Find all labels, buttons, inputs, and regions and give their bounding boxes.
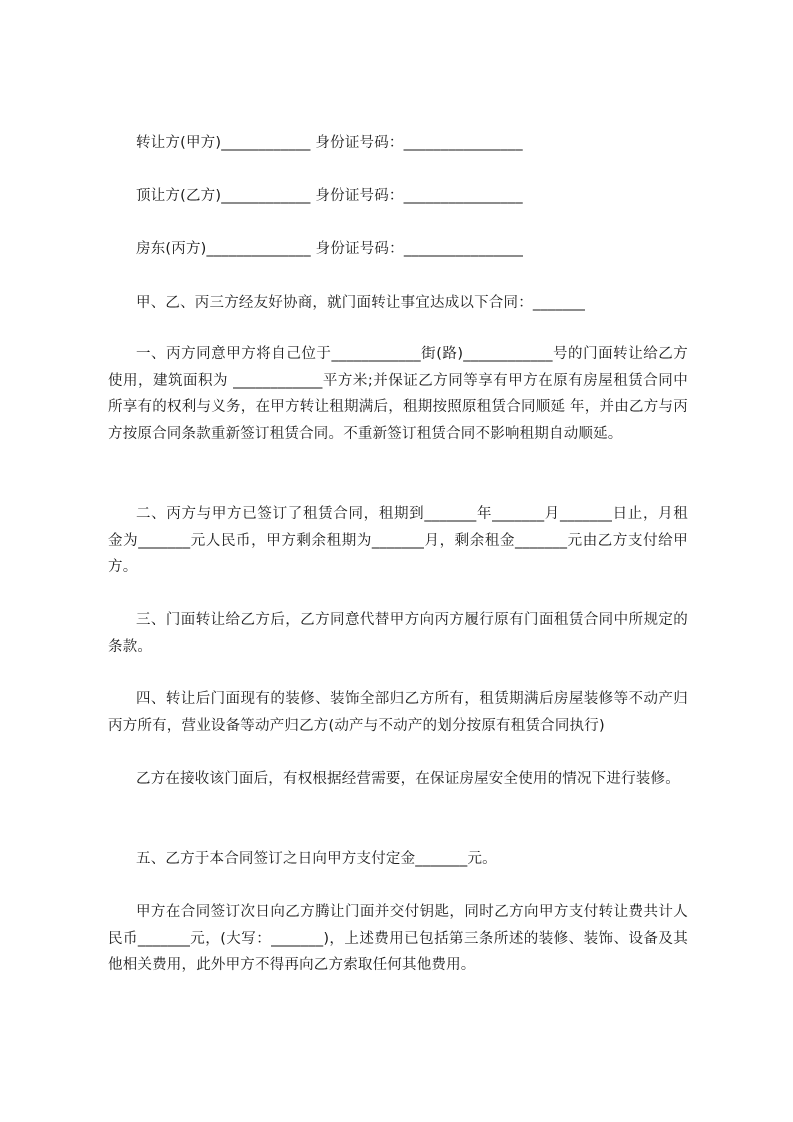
clause-3: 三、门面转让给乙方后，乙方同意代替甲方向丙方履行原有门面租赁合同中所规定的条款。 (108, 612, 688, 655)
clause-1: 一、丙方同意甲方将自己位于____________街(路)____________号的门面转让给乙方使用，建筑面积为 ____________平方米;并保证乙方同等享有甲方在原有房屋租赁合同中所享有的权利与义务，在甲方转让租期满后，租期按照原租赁合同顺延 年，并由乙方与丙方按原合同条款重新签订租赁合同。不重新签订租赁合同不影响租期自动顺延。 (108, 346, 688, 442)
clause-4-renovation: 乙方在接收该门面后，有权根据经营需要，在保证房屋安全使用的情况下进行装修。 (136, 771, 680, 787)
clause-2: 二、丙方与甲方已签订了租赁合同，租期到_______年_______月_______日止，月租金为_______元人民币，甲方剩余租期为_______月，剩余租金_______元由乙方支付给甲方。 (108, 506, 688, 575)
clause-5-payment: 甲方在合同签订次日向乙方腾让门面并交付钥匙，同时乙方向甲方支付转让费共计人民币_______元，(大写：_______)，上述费用已包括第三条所述的装修、装饰、设备及其他相关费用，此外甲方不得再向乙方索取任何其他费用。 (108, 904, 688, 973)
clause-5: 五、乙方于本合同签订之日向甲方支付定金_______元。 (136, 851, 497, 867)
preamble: 甲、乙、丙三方经友好协商，就门面转让事宜达成以下合同：_______ (136, 295, 586, 311)
transferee-line: 顶让方(乙方)____________ 身份证号码：________________ (136, 188, 523, 204)
landlord-line: 房东(丙方)______________ 身份证号码：________________ (136, 241, 524, 257)
transferor-line: 转让方(甲方)____________ 身份证号码：________________ (136, 135, 523, 151)
clause-4: 四、转让后门面现有的装修、装饰全部归乙方所有，租赁期满后房屋装修等不动产归丙方所有，营业设备等动产归乙方(动产与不动产的划分按原有租赁合同执行) (108, 691, 688, 734)
